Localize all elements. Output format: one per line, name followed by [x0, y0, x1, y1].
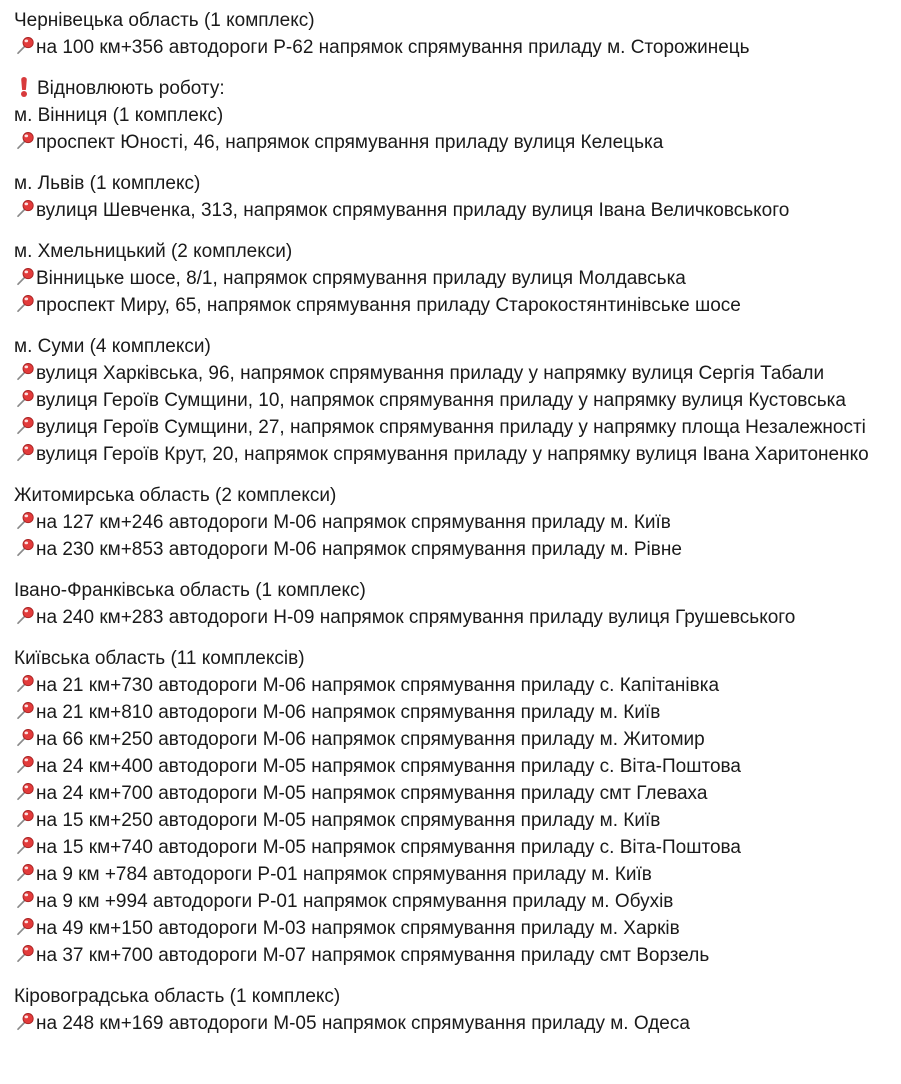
- line-text: Відновлюють роботу:: [37, 78, 225, 99]
- pushpin-icon: [14, 538, 36, 558]
- camera-location-line: [14, 441, 877, 468]
- line-text: на 100 км+356 автодороги Р-62 напрямок спрямування приладу м. Сторожинець: [36, 37, 750, 58]
- pushpin-icon: [14, 443, 36, 463]
- camera-location-line: [14, 414, 877, 441]
- line-text: на 230 км+853 автодороги М-06 напрямок спрямування приладу м. Рівне: [36, 539, 682, 560]
- line-text: на 9 км +784 автодороги Р-01 напрямок спрямування приладу м. Київ: [36, 864, 652, 885]
- region-heading-text: м. Вінниця (1 комплекс): [14, 105, 224, 126]
- pushpin-icon: [14, 362, 36, 382]
- line-text: на 15 км+250 автодороги М-05 напрямок спрямування приладу м. Київ: [36, 810, 661, 831]
- report-block: [14, 333, 877, 468]
- camera-location-line: [14, 807, 877, 834]
- camera-location-line: [14, 915, 877, 942]
- camera-location-line: [14, 292, 877, 319]
- camera-location-line: [14, 726, 877, 753]
- line-text: вулиця Героїв Сумщини, 27, напрямок спрямування приладу у напрямку площа Незалежності: [36, 417, 866, 438]
- line-text: на 24 км+700 автодороги М-05 напрямок спрямування приладу смт Глеваха: [36, 783, 708, 804]
- pushpin-icon: [14, 606, 36, 626]
- camera-location-line: [14, 834, 877, 861]
- report-block: [14, 170, 877, 224]
- region-heading-text: м. Львів (1 комплекс): [14, 173, 201, 194]
- camera-location-line: [14, 780, 877, 807]
- camera-location-line: [14, 699, 877, 726]
- report-block: [14, 577, 877, 631]
- pushpin-icon: [14, 755, 36, 775]
- pushpin-icon: [14, 511, 36, 531]
- region-heading-text: м. Хмельницький (2 комплекси): [14, 241, 293, 262]
- region-heading: [14, 645, 877, 672]
- pushpin-icon: [14, 1012, 36, 1032]
- report-block: [14, 7, 877, 61]
- report-block: [14, 238, 877, 319]
- exclamation-icon: [20, 77, 28, 97]
- line-text: на 21 км+810 автодороги М-06 напрямок спрямування приладу м. Київ: [36, 702, 661, 723]
- region-heading-text: Кіровоградська область (1 комплекс): [14, 986, 341, 1007]
- region-heading: [14, 577, 877, 604]
- pushpin-icon: [14, 728, 36, 748]
- pushpin-icon: [14, 836, 36, 856]
- region-heading-text: Чернівецька область (1 комплекс): [14, 10, 315, 31]
- region-heading-text: Житомирська область (2 комплекси): [14, 485, 337, 506]
- alert-line: [14, 75, 877, 102]
- region-heading: [14, 7, 877, 34]
- region-heading: [14, 333, 877, 360]
- camera-location-line: [14, 753, 877, 780]
- pushpin-icon: [14, 389, 36, 409]
- region-heading: [14, 170, 877, 197]
- pushpin-icon: [14, 782, 36, 802]
- camera-location-line: [14, 536, 877, 563]
- line-text: на 248 км+169 автодороги М-05 напрямок спрямування приладу м. Одеса: [36, 1013, 690, 1034]
- pushpin-icon: [14, 701, 36, 721]
- line-text: вулиця Харківська, 96, напрямок спрямування приладу у напрямку вулиця Сергія Табали: [36, 363, 825, 384]
- line-text: проспект Миру, 65, напрямок спрямування приладу Старокостянтинівське шосе: [36, 295, 741, 316]
- pushpin-icon: [14, 863, 36, 883]
- camera-location-line: [14, 888, 877, 915]
- region-heading-text: Івано-Франківська область (1 комплекс): [14, 580, 366, 601]
- line-text: на 21 км+730 автодороги М-06 напрямок спрямування приладу с. Капітанівка: [36, 675, 720, 696]
- line-text: вулиця Героїв Сумщини, 10, напрямок спрямування приладу у напрямку вулиця Кустовська: [36, 390, 846, 411]
- region-heading: [14, 238, 877, 265]
- line-text: на 127 км+246 автодороги М-06 напрямок спрямування приладу м. Київ: [36, 512, 671, 533]
- pushpin-icon: [14, 199, 36, 219]
- region-heading-text: м. Суми (4 комплекси): [14, 336, 211, 357]
- line-text: на 15 км+740 автодороги М-05 напрямок спрямування приладу с. Віта-Поштова: [36, 837, 741, 858]
- pushpin-icon: [14, 674, 36, 694]
- camera-location-line: [14, 509, 877, 536]
- line-text: на 66 км+250 автодороги М-06 напрямок спрямування приладу м. Житомир: [36, 729, 705, 750]
- camera-location-line: [14, 672, 877, 699]
- pushpin-icon: [14, 890, 36, 910]
- pushpin-icon: [14, 416, 36, 436]
- camera-location-line: [14, 387, 877, 414]
- region-heading-text: Київська область (11 комплексів): [14, 648, 305, 669]
- pushpin-icon: [14, 36, 36, 56]
- region-heading: [14, 102, 877, 129]
- report-block: [14, 645, 877, 969]
- line-text: на 240 км+283 автодороги Н-09 напрямок спрямування приладу вулиця Грушевського: [36, 607, 796, 628]
- camera-location-line: [14, 34, 877, 61]
- report-block: [14, 983, 877, 1037]
- line-text: вулиця Шевченка, 313, напрямок спрямування приладу вулиця Івана Величковського: [36, 200, 790, 221]
- line-text: вулиця Героїв Крут, 20, напрямок спрямування приладу у напрямку вулиця Івана Харитоненко: [36, 444, 869, 465]
- line-text: на 49 км+150 автодороги М-03 напрямок спрямування приладу м. Харків: [36, 918, 680, 939]
- pushpin-icon: [14, 944, 36, 964]
- pushpin-icon: [14, 131, 36, 151]
- camera-location-line: [14, 604, 877, 631]
- pushpin-icon: [14, 809, 36, 829]
- line-text: Вінницьке шосе, 8/1, напрямок спрямування приладу вулиця Молдавська: [36, 268, 686, 289]
- report-block: [14, 482, 877, 563]
- line-text: на 9 км +994 автодороги Р-01 напрямок спрямування приладу м. Обухів: [36, 891, 674, 912]
- region-heading: [14, 482, 877, 509]
- camera-location-line: [14, 861, 877, 888]
- report-blocks: [14, 7, 877, 1037]
- report-block: [14, 75, 877, 156]
- camera-location-line: [14, 1010, 877, 1037]
- line-text: на 24 км+400 автодороги М-05 напрямок спрямування приладу с. Віта-Поштова: [36, 756, 741, 777]
- line-text: на 37 км+700 автодороги М-07 напрямок спрямування приладу смт Ворзель: [36, 945, 710, 966]
- camera-location-line: [14, 265, 877, 292]
- camera-location-line: [14, 360, 877, 387]
- camera-location-line: [14, 129, 877, 156]
- camera-location-line: [14, 942, 877, 969]
- pushpin-icon: [14, 917, 36, 937]
- region-heading: [14, 983, 877, 1010]
- line-text: проспект Юності, 46, напрямок спрямування приладу вулиця Келецька: [36, 132, 664, 153]
- pushpin-icon: [14, 267, 36, 287]
- camera-location-line: [14, 197, 877, 224]
- pushpin-icon: [14, 294, 36, 314]
